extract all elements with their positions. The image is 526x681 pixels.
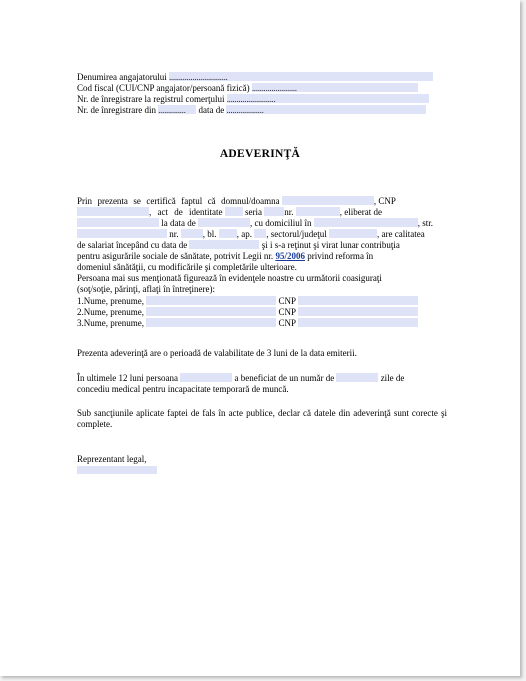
fiscal-line bbox=[77, 83, 418, 94]
issued-by-field[interactable] bbox=[77, 218, 159, 227]
medical-leave-line-2: concediu medical pentru incapacitate temporară de muncă. bbox=[77, 384, 289, 394]
body-line-6: pentru asigurările sociale de sănătate, potrivit Legii nr. 95/2006 privind reforma în bbox=[77, 251, 374, 261]
id-series-field[interactable] bbox=[225, 207, 243, 216]
body-line-9: (soţ/soţie, părinţi, aflaţi în întreţinere): bbox=[77, 284, 215, 294]
id-number-prefix-field[interactable] bbox=[264, 207, 284, 216]
leave-person-field[interactable] bbox=[180, 373, 232, 382]
co-insured-row: 1.Nume, prenume, CNP bbox=[77, 296, 418, 307]
issue-date-field[interactable] bbox=[198, 218, 250, 227]
fiscal-label: Cod fiscal (CUI/CNP angajator/persoană fizică) bbox=[77, 83, 250, 93]
leave-days-field[interactable] bbox=[336, 373, 378, 382]
representative-label: Reprezentant legal, bbox=[77, 454, 147, 464]
apartment-field[interactable] bbox=[254, 229, 266, 238]
regnr-field[interactable]: .............. bbox=[158, 105, 196, 114]
co-insured-2-name-field[interactable] bbox=[146, 307, 276, 316]
validity-text: Prezenta adeverinţă are o perioadă de valabilitate de 3 luni de la data emiterii. bbox=[77, 348, 357, 358]
residence-field[interactable] bbox=[314, 218, 418, 227]
county-field[interactable] bbox=[329, 229, 377, 238]
employer-label: Denumirea angajatorului bbox=[77, 72, 167, 82]
regdate-label: data de bbox=[198, 105, 225, 115]
signature-field[interactable] bbox=[77, 466, 157, 474]
registry-label: Nr. de înregistrare la registrul comerţului bbox=[77, 94, 225, 104]
cnp-field[interactable] bbox=[77, 207, 149, 216]
employee-name-field[interactable] bbox=[282, 196, 374, 205]
registry-field[interactable]: ......................... bbox=[227, 94, 429, 103]
block-field[interactable] bbox=[219, 229, 237, 238]
employer-field[interactable]: .............................. bbox=[169, 72, 433, 81]
body-line-1: Prin prezenta se certifică faptul că domnul/doamna , CNP bbox=[77, 196, 396, 206]
co-insured-row: 2.Nume, prenume, CNP bbox=[77, 307, 418, 318]
regnr-label: Nr. de înregistrare din bbox=[77, 105, 156, 115]
body-line-4: nr. , bl. , ap. , sectorul/judeţul , are calitatea bbox=[77, 229, 425, 240]
id-number-field[interactable] bbox=[296, 207, 340, 216]
co-insured-3-cnp-field[interactable] bbox=[298, 318, 418, 327]
co-insured-2-cnp-field[interactable] bbox=[298, 307, 418, 316]
employer-line bbox=[77, 72, 433, 83]
co-insured-row: 3.Nume, prenume, CNP bbox=[77, 318, 418, 329]
law-link[interactable]: 95/2006 bbox=[275, 251, 305, 261]
body-line-8: Persoana mai sus menţionată figurează în evidenţele noastre cu următorii coasiguraţi bbox=[77, 273, 382, 283]
medical-leave-line-1: În ultimele 12 luni persoana a beneficiat de un număr de zile de bbox=[77, 373, 405, 383]
street-field[interactable] bbox=[77, 229, 167, 238]
fiscal-field[interactable]: ....................... bbox=[252, 83, 418, 92]
regnr-line bbox=[77, 105, 426, 116]
co-insured-1-name-field[interactable] bbox=[146, 296, 276, 305]
street-number-field[interactable] bbox=[181, 229, 203, 238]
registry-line bbox=[77, 94, 429, 105]
co-insured-3-name-field[interactable] bbox=[146, 318, 276, 327]
body-line-3: la data de , cu domiciliul în , str. bbox=[77, 218, 433, 229]
employment-date-field[interactable] bbox=[189, 240, 259, 249]
document-title: ADEVERINŢĂ bbox=[219, 148, 301, 160]
sanctions-text: Sub sancţiunile aplicate faptei de fals în acte publice, declar că datele din adeverinţă sunt corecte şi complete. bbox=[77, 408, 447, 429]
body-line-2: , act de identitate seria nr. , eliberat de bbox=[77, 207, 382, 218]
regdate-field[interactable]: ................... bbox=[226, 105, 426, 114]
body-line-7: domeniul sănătăţii, cu modificările şi completările ulterioare. bbox=[77, 262, 297, 272]
body-line-5: de salariat începând cu data de şi i s-a reţinut şi virat lunar contribuţia bbox=[77, 240, 400, 250]
co-insured-1-cnp-field[interactable] bbox=[298, 296, 418, 305]
